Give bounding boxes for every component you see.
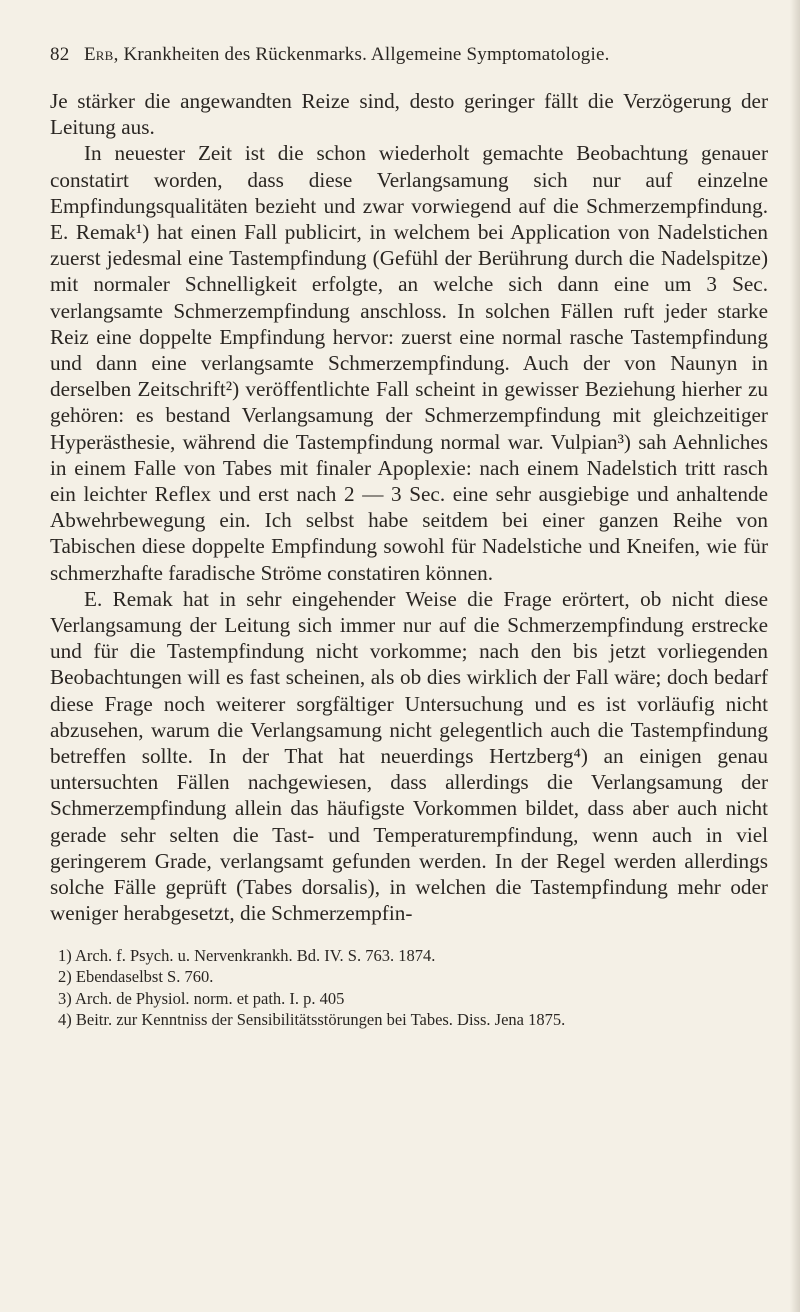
footnote-4: 4) Beitr. zur Kenntniss der Sensibilitätsstörungen bei Tabes. Diss. Jena 1875. bbox=[58, 1010, 566, 1029]
paragraph-2: In neuester Zeit ist die schon wiederholt gemachte Beobachtung genauer constatirt worden, dass diese Verlangsamung sich nur auf einzelne Empfindungsqualitäten bezieht und zwar vorwiegend auf die Schmerzempfindung. E. Remak¹) hat einen Fall publicirt, in welchem bei Application von Nadelstichen zuerst jedesmal eine Tastempfindung (Gefühl der Berührung durch die Nadelspitze) mit normaler Schnelligkeit erfolgte, an welche sich dann eine um 3 Sec. verlangsamte Schmerzempfindung anschloss. In solchen Fällen ruft jeder starke Reiz eine doppelte Empfindung hervor: zuerst eine normal rasche Tastempfindung und dann eine verlangsamte Schmerzempfindung. Auch der von Naunyn in derselben Zeitschrift²) veröffentlichte Fall scheint in gewisser Beziehung hierher zu gehören: es bestand Verlangsamung der Schmerzempfindung mit gleichzeitiger Hyperästhesie, während die Tastempfindung normal war. Vulpian³) sah Aehnliches in einem Falle von Tabes mit finaler Apoplexie: nach einem Nadelstich tritt rasch ein leichter Reflex und erst nach 2 — 3 Sec. eine sehr ausgiebige und anhaltende Abwehrbewegung ein. Ich selbst habe seitdem bei einer ganzen Reihe von Tabischen diese doppelte Empfindung sowohl für Nadelstiche und Kneifen, wie für schmerzhafte faradische Ströme constatiren können. bbox=[50, 141, 768, 585]
page-edge-shadow bbox=[790, 0, 800, 1312]
book-page bbox=[50, 44, 768, 1031]
running-title bbox=[84, 44, 610, 66]
paragraph-3: E. Remak hat in sehr eingehender Weise die Frage erörtert, ob nicht diese Verlangsamung der Leitung sich immer nur auf die Schmerzempfindung erstrecke und für die Tastempfindung nicht vorkomme; nach den bis jetzt vorliegenden Beobachtungen will es fast scheinen, als ob dies wirklich der Fall wäre; doch bedarf diese Frage noch weiterer sorgfältiger Untersuchung und es ist vorläufig nicht abzusehen, warum die Verlangsamung nicht gelegentlich auch die Tastempfindung betreffen sollte. In der That hat neuerdings Hertzberg⁴) an einigen genau untersuchten Fällen nachgewiesen, dass allerdings die Verlangsamung der Schmerzempfindung allein das häufigste Vorkommen bildet, dass aber auch nicht gerade sehr selten die Tast- und Temperaturempfindung, wenn auch in viel geringerem Grade, verlangsamt gefunden werden. In der Regel werden allerdings solche Fälle geprüft (Tabes dorsalis), in welchen die Tastempfindung mehr oder weniger herabgesetzt, die Schmerzempfin- bbox=[50, 586, 768, 926]
body-text bbox=[50, 88, 768, 927]
footnote-3: 3) Arch. de Physiol. norm. et path. I. p. 405 bbox=[58, 988, 345, 1008]
footnotes bbox=[50, 945, 768, 1031]
page-number: 82 bbox=[50, 44, 70, 65]
chapter-title: , Krankheiten des Rückenmarks. Allgemeine Symptomatologie. bbox=[113, 44, 610, 65]
footnote-2: 2) Ebendaselbst S. 760. bbox=[58, 967, 214, 986]
footnote-1: 1) Arch. f. Psych. u. Nervenkrankh. Bd. IV. S. 763. 1874. bbox=[58, 945, 436, 965]
author-name: Erb bbox=[84, 44, 114, 65]
running-head bbox=[50, 44, 768, 78]
paragraph-1: Je stärker die angewandten Reize sind, desto geringer fällt die Verzögerung der Leitung aus. bbox=[50, 89, 768, 140]
